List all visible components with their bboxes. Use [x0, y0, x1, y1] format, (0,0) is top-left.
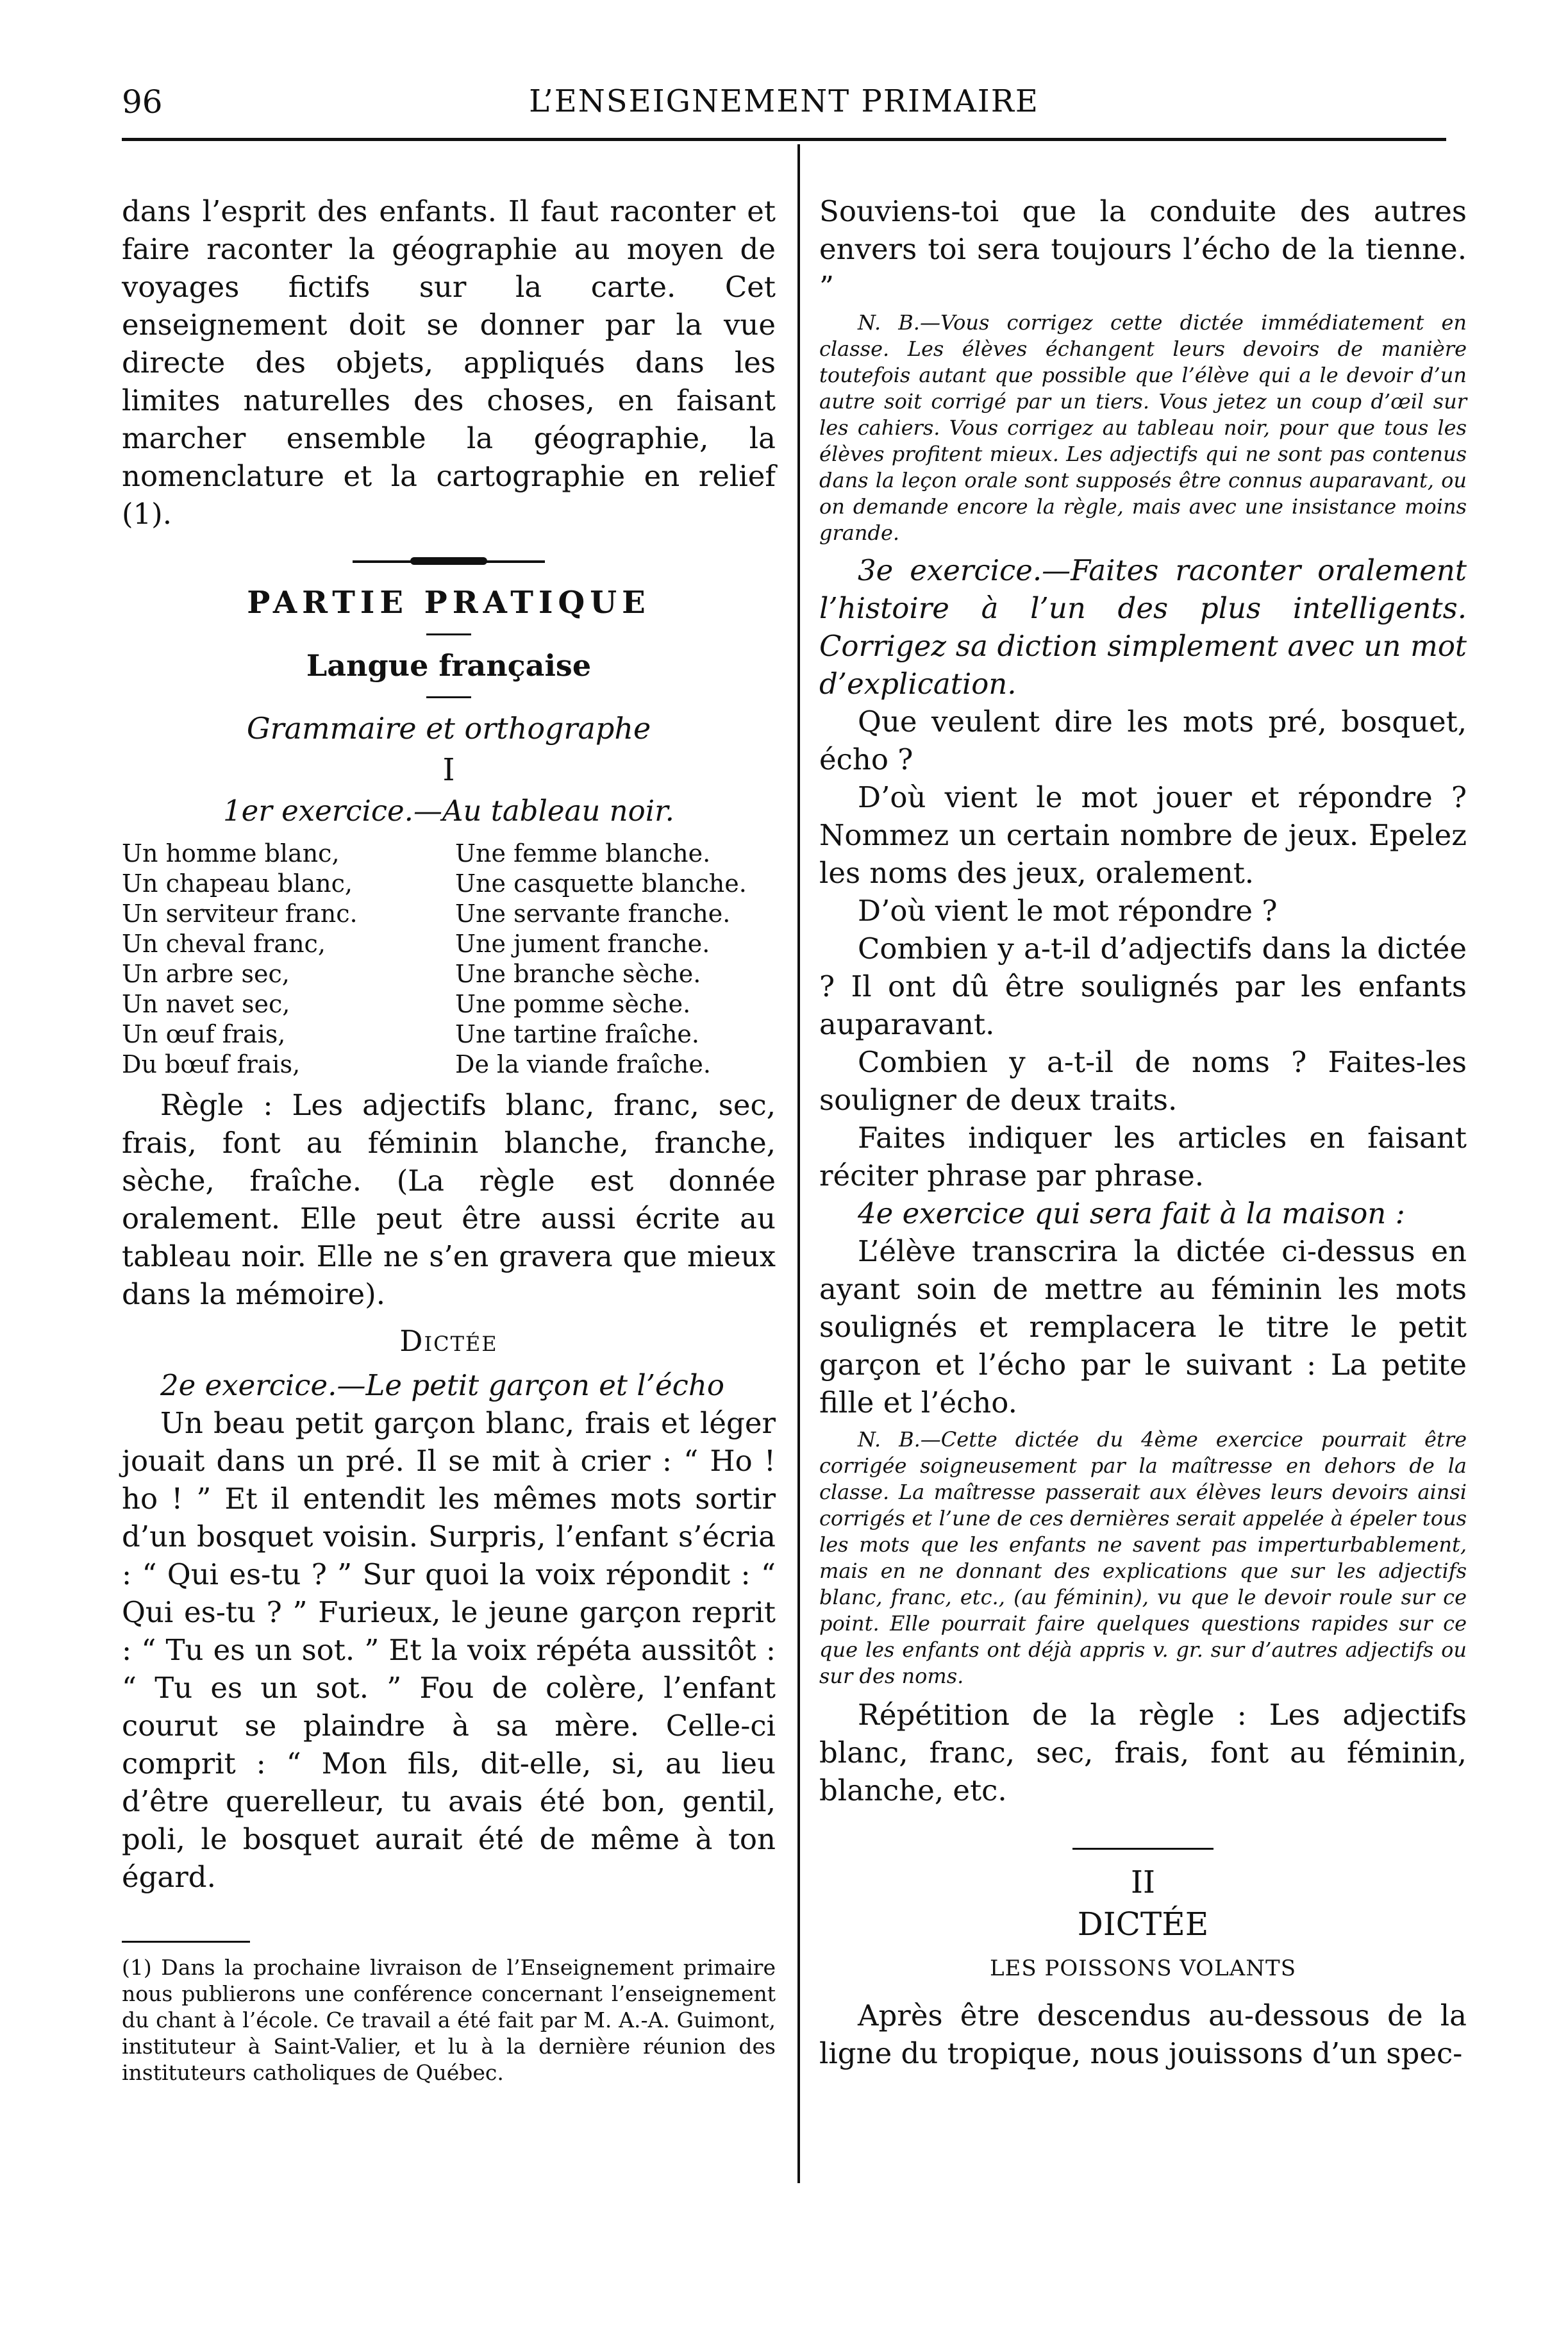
pair-row: [122, 899, 776, 929]
roman-numeral-two: II: [1131, 1864, 1155, 1900]
question-five: Combien y a-t-il de noms ? Faites-les souligner de deux traits.: [819, 1045, 1467, 1117]
exercise-two-title: 2e exercice.—Le petit garçon et l’écho: [160, 1368, 724, 1402]
journal-title: L’ENSEIGNEMENT PRIMAIRE: [529, 83, 1039, 119]
pair-row: [122, 1050, 776, 1080]
right-column: [819, 192, 1467, 2072]
pair-row: [122, 839, 776, 869]
feminine-phrase: Une servante franche.: [455, 900, 731, 928]
rule-paragraph: Règle : Les adjectifs blanc, franc, sec, frais, font au féminin blanche, franche, sèche, fraîche. (La règle est donnée oralement. Elle peut être aussi écrite au tableau noir. Elle ne s’en gravera que mieux dans la mémoire).: [122, 1088, 776, 1311]
feminine-phrase: Une jument franche.: [455, 930, 710, 958]
question-two: D’où vient le mot jouer et répondre ? Nommez un certain nombre de jeux. Epelez les noms des jeux, oralement.: [819, 780, 1467, 890]
dictation-two-subtitle: LES POISSONS VOLANTS: [989, 1956, 1297, 1981]
roman-numeral-one: I: [442, 752, 455, 788]
dictation-two-text: Après être descendus au-dessous de la ligne du tropique, nous jouissons d’un spec-: [819, 1998, 1467, 2070]
adjective-pairs: [122, 839, 776, 1080]
question-three: D’où vient le mot répondre ?: [858, 894, 1278, 928]
ornament-rule: [353, 557, 545, 565]
dictation-ending: Souviens-toi que la conduite des autres envers toi sera toujours l’écho de la tienne. ”: [819, 194, 1467, 304]
column-divider: [797, 144, 800, 2183]
exercise-one-title: 1er exercice.—Au tableau noir.: [223, 794, 674, 828]
subsection-title: Langue française: [306, 648, 592, 683]
question-six: Faites indiquer les articles en faisant réciter phrase par phrase.: [819, 1121, 1467, 1193]
pair-row: [122, 869, 776, 899]
dictation-heading: Dictée: [399, 1324, 498, 1358]
section-title: PARTIE PRATIQUE: [247, 585, 651, 621]
left-column: [122, 192, 776, 2086]
nota-bene-two: N. B.—Cette dictée du 4ème exercice pourrait être corrigée soigneusement par la maîtresse en dehors de la classe. La maîtresse passerait aux élèves leurs devoirs ainsi corrigés et l’une de ces dernières serait appelée à épeler tous les mots que les enfants ne savent pas imperturbablement, mais en ne donnant des explications que sur les adjectifs blanc, franc, etc., (au féminin), vu que le devoir roule sur ce point. Elle pourrait faire quelques questions rapides sur ce que les enfants ont déjà appris v. gr. sur d’autres adjectifs ou sur des noms.: [819, 1427, 1467, 1688]
pair-row: [122, 959, 776, 989]
exercise-three: 3e exercice.—Faites raconter oralement l’histoire à l’un des plus intelligents. Corrigez sa diction simplement avec un mot d’explication.: [819, 553, 1467, 701]
short-rule: [426, 633, 471, 635]
masculine-phrase: Un navet sec,: [122, 990, 290, 1018]
masculine-phrase: Un cheval franc,: [122, 930, 326, 958]
exercise-four-text: L’élève transcrira la dictée ci-dessus en ayant soin de mettre au féminin les mots soulignés et remplacera le titre le petit garçon et l’écho par le suivant : La petite fille et l’écho.: [819, 1234, 1467, 1420]
section-rule: [1072, 1848, 1214, 1850]
masculine-phrase: Un œuf frais,: [122, 1020, 286, 1048]
masculine-phrase: Un homme blanc,: [122, 839, 340, 867]
feminine-phrase: Une tartine fraîche.: [455, 1020, 699, 1048]
pair-row: [122, 929, 776, 959]
intro-paragraph: dans l’esprit des enfants. Il faut raconter et faire raconter la géographie au moyen de voyages fictifs sur la carte. Cet enseignement doit se donner par la vue directe des objets, appliqués dans les limites naturelles des choses, en faisant marcher ensemble la géographie, la nomenclature et la cartographie en relief (1).: [122, 194, 776, 531]
pair-row: [122, 989, 776, 1019]
pair-row: [122, 1019, 776, 1050]
footnote: (1) Dans la prochaine livraison de l’Enseignement primaire nous publierons une conférence concernant l’enseignement du chant à l’école. Ce travail a été fait par M. A.-A. Guimont, instituteur à Saint-Valier, et lu à la dernière réunion des instituteurs catholiques de Québec.: [122, 1955, 776, 2085]
dictation-text: Un beau petit garçon blanc, frais et léger jouait dans un pré. Il se mit à crier : “ Ho ! ho ! ” Et il entendit les mêmes mots sortir d’un bosquet voisin. Surpris, l’enfant s’écria : “ Qui es-tu ? ” Sur quoi la voix répondit : “ Qui es-tu ? ” Furieux, le jeune garçon reprit : “ Tu es un sot. ” Et la voix répéta aussitôt : “ Tu es un sot. ” Fou de colère, l’enfant courut se plaindre à sa mère. Celle-ci comprit : “ Mon fils, dit-elle, si, au lieu d’être querelleur, tu avais été bon, gentil, poli, le bosquet aurait été de même à ton égard.: [122, 1406, 776, 1894]
dictation-two-heading: DICTÉE: [1077, 1906, 1209, 1943]
feminine-phrase: Une branche sèche.: [455, 960, 701, 988]
feminine-phrase: De la viande fraîche.: [455, 1050, 711, 1078]
question-four: Combien y a-t-il d’adjectifs dans la dictée ? Il ont dû être soulignés par les enfants auparavant.: [819, 932, 1467, 1041]
masculine-phrase: Un serviteur franc.: [122, 900, 358, 928]
masculine-phrase: Un chapeau blanc,: [122, 869, 353, 898]
rule-repetition: Répétition de la règle : Les adjectifs blanc, franc, sec, frais, font au féminin, blanche, etc.: [819, 1698, 1467, 1807]
feminine-phrase: Une femme blanche.: [455, 839, 711, 867]
feminine-phrase: Une casquette blanche.: [455, 869, 747, 898]
question-one: Que veulent dire les mots pré, bosquet, écho ?: [819, 705, 1467, 776]
header-rule: [122, 138, 1446, 141]
masculine-phrase: Du bœuf frais,: [122, 1050, 301, 1078]
footnote-rule: [122, 1941, 250, 1943]
feminine-phrase: Une pomme sèche.: [455, 990, 691, 1018]
short-rule: [426, 696, 471, 698]
page-number: 96: [122, 83, 163, 121]
exercise-four-title: 4e exercice qui sera fait à la maison :: [858, 1196, 1405, 1230]
masculine-phrase: Un arbre sec,: [122, 960, 290, 988]
topic-title: Grammaire et orthographe: [246, 711, 651, 746]
nota-bene-one: N. B.—Vous corrigez cette dictée immédiatement en classe. Les élèves échangent leurs devoirs de manière toutefois autant que possible que l’élève qui a le devoir d’un autre soit corrigé par un tiers. Vous jetez un coup d’œil sur les cahiers. Vous corrigez au tableau noir, pour que tous les élèves profitent mieux. Les adjectifs qui ne sont pas contenus dans la leçon orale sont supposés être connus auparavant, ou on demande encore la règle, mais avec une insistance moins grande.: [819, 310, 1467, 545]
running-header: [122, 83, 1446, 141]
